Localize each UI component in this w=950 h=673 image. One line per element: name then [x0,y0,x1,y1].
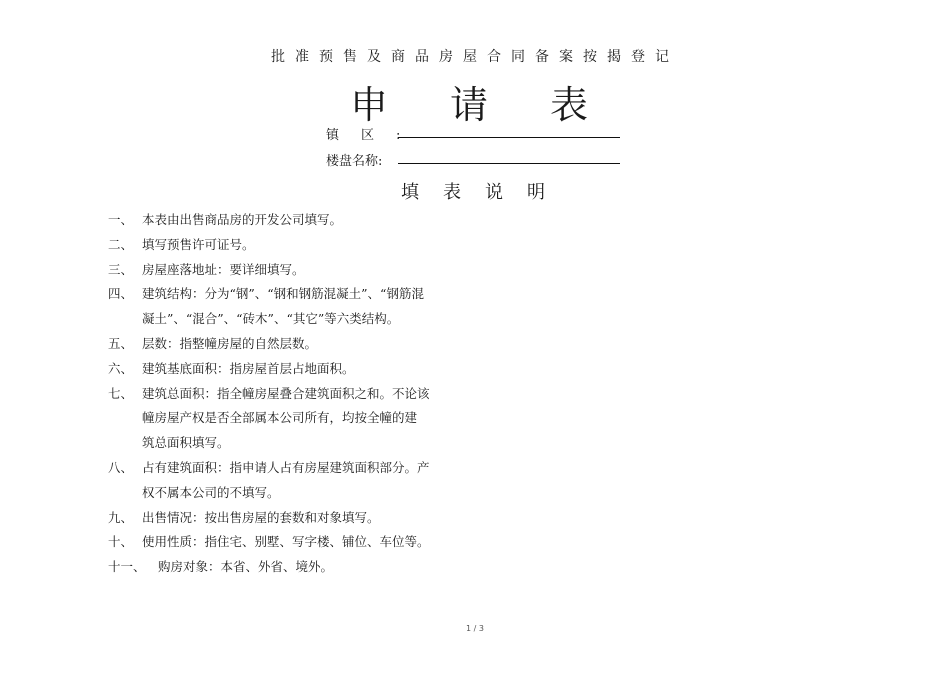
instruction-text [158,555,508,580]
instruction-line: 使用性质：指住宅、别墅、写字楼、铺位、车位等。 [142,534,430,550]
instruction-number: 五、 [108,335,134,351]
instruction-number: 一、 [108,212,134,227]
instruction-number: 十、 [108,534,134,550]
instruction-line: 房屋座落地址：要详细填写。 [142,261,305,277]
instruction-item [108,282,508,332]
instruction-line: 凝土”、“混合”、“砖木”、“其它”等六类结构。 [142,311,400,327]
document-subtitle: 批准预售及商品房屋合同备案按揭登记 [271,49,679,65]
instruction-text [142,332,508,357]
instruction-line: 建筑总面积：指全幢房屋叠合建筑面积之和。不论该 [142,385,430,401]
instruction-text [142,208,508,233]
instruction-item [108,456,508,506]
instruction-text [142,357,508,382]
instructions-heading: 填表说明 [401,182,569,203]
instruction-number: 十一、 [108,559,146,575]
instruction-text [142,282,508,332]
instruction-line: 占有建筑面积：指申请人占有房屋建筑面积部分。产 [142,459,430,475]
instruction-item [108,208,508,233]
instruction-text [142,456,508,506]
instruction-line: 本表由出售商品房的开发公司填写。 [142,212,343,227]
instruction-item [108,506,508,531]
instruction-line: 填写预售许可证号。 [142,236,255,252]
page-number: 1 / 3 [466,624,484,633]
instruction-number: 二、 [108,236,134,252]
instruction-line: 出售情况：按出售房屋的套数和对象填写。 [142,509,380,525]
instruction-item [108,233,508,258]
building-name-label: 楼盘名称: [326,154,383,169]
instruction-text [142,506,508,531]
instruction-line: 权不属本公司的不填写。 [142,484,280,500]
instruction-item [108,332,508,357]
instruction-line: 筑总面积填写。 [142,435,230,451]
instruction-text [142,233,508,258]
document-title: 申请表 [349,83,650,127]
instruction-line: 幢房屋产权是否全部属本公司所有，均按全幢的建 [142,410,418,426]
town-blank-line [398,137,620,138]
instruction-text [142,258,508,283]
instruction-number: 八、 [108,459,134,475]
instruction-item [108,382,508,456]
instruction-line: 层数：指整幢房屋的自然层数。 [142,335,318,351]
instructions-list [108,208,508,580]
instruction-line: 建筑结构：分为“钢”、“钢和钢筋混凝土”、“钢筋混 [142,286,424,302]
instruction-item [108,357,508,382]
building-name-blank-line [398,163,620,164]
instruction-item [108,555,508,580]
instruction-line: 购房对象：本省、外省、境外。 [158,559,334,575]
instruction-number: 三、 [108,261,134,277]
instruction-item [108,258,508,283]
instruction-text [142,530,508,555]
instruction-text [142,382,508,456]
instruction-number: 七、 [108,385,134,401]
instruction-item [108,530,508,555]
town-label: 镇区: [326,128,423,143]
instruction-line: 建筑基底面积：指房屋首层占地面积。 [142,360,355,376]
instruction-number: 六、 [108,360,134,376]
instruction-number: 四、 [108,286,134,302]
instruction-number: 九、 [108,509,134,525]
